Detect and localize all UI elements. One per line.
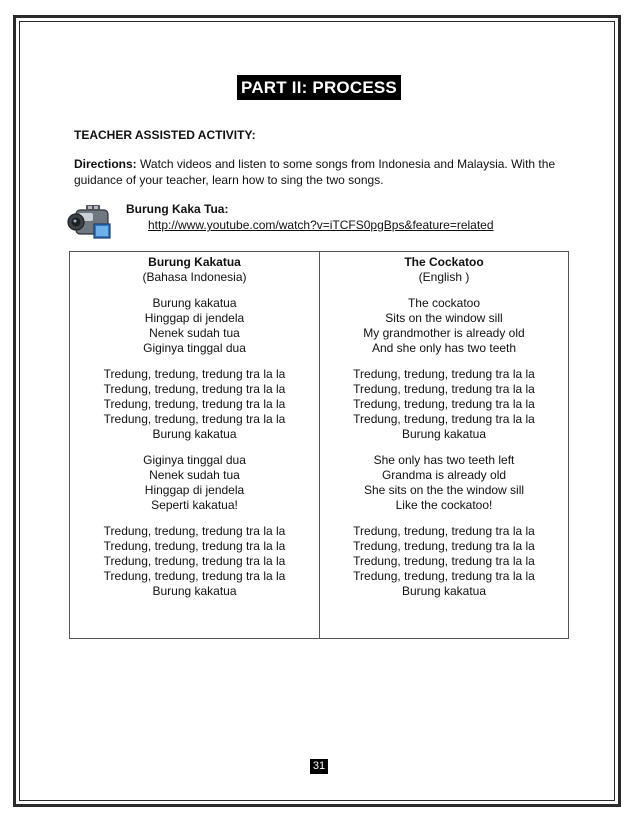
spacer bbox=[320, 513, 568, 524]
lyric-line: Tredung, tredung, tredung tra la la bbox=[353, 539, 535, 553]
left-column bbox=[70, 255, 319, 599]
directions-label: Directions: bbox=[74, 157, 137, 171]
spacer bbox=[70, 285, 319, 296]
lyric-line: Sits on the window sill bbox=[385, 311, 503, 325]
left-column-title: Burung Kakatua bbox=[148, 255, 241, 269]
lyric-line: My grandmother is already old bbox=[363, 326, 525, 340]
lyric-line: Tredung, tredung, tredung tra la la bbox=[103, 367, 286, 381]
right-column-subtitle: (English ) bbox=[418, 270, 470, 284]
lyric-line: Tredung, tredung, tredung tra la la bbox=[353, 412, 535, 426]
lyric-line: Tredung, tredung, tredung tra la la bbox=[103, 412, 286, 426]
spacer bbox=[70, 513, 319, 524]
lyric-line: Tredung, tredung, tredung tra la la bbox=[353, 569, 535, 583]
lyric-line: Tredung, tredung, tredung tra la la bbox=[353, 554, 535, 568]
title-wrap bbox=[0, 75, 638, 100]
lyric-line: The cockatoo bbox=[407, 296, 481, 310]
lyric-line: Burung kakatua bbox=[401, 427, 487, 441]
lyric-line: Seperti kakatua! bbox=[151, 498, 238, 512]
lyric-line: Hinggap di jendela bbox=[144, 483, 245, 497]
lyric-line: Giginya tinggal dua bbox=[143, 453, 246, 467]
lyric-line: Tredung, tredung, tredung tra la la bbox=[103, 554, 286, 568]
lyric-line: Burung kakatua bbox=[152, 427, 237, 441]
spacer bbox=[70, 442, 319, 453]
lyric-line: Burung kakatua bbox=[401, 584, 487, 598]
directions bbox=[74, 156, 574, 188]
page-title: PART II: PROCESS bbox=[237, 75, 401, 100]
lyric-line: Tredung, tredung, tredung tra la la bbox=[353, 382, 535, 396]
lyric-line: Tredung, tredung, tredung tra la la bbox=[103, 539, 286, 553]
song-title: Burung Kaka Tua: bbox=[126, 202, 229, 216]
lyric-line: Giginya tinggal dua bbox=[143, 341, 246, 355]
lyric-line: Tredung, tredung, tredung tra la la bbox=[103, 397, 286, 411]
spacer bbox=[70, 356, 319, 367]
lyric-line: Burung kakatua bbox=[152, 584, 237, 598]
right-column bbox=[320, 255, 568, 599]
spacer bbox=[320, 442, 568, 453]
lyric-line: Tredung, tredung, tredung tra la la bbox=[103, 569, 286, 583]
lyric-line: Tredung, tredung, tredung tra la la bbox=[353, 397, 535, 411]
activity-heading: TEACHER ASSISTED ACTIVITY: bbox=[74, 128, 256, 142]
lyric-line: Tredung, tredung, tredung tra la la bbox=[353, 367, 535, 381]
page-number: 31 bbox=[310, 759, 328, 774]
directions-text: Watch videos and listen to some songs from Indonesia and Malaysia. With the guidance of your teacher, learn how to sing the two songs. bbox=[74, 157, 556, 187]
lyric-line: She sits on the the window sill bbox=[363, 483, 525, 497]
lyric-line: Tredung, tredung, tredung tra la la bbox=[103, 524, 286, 538]
lyric-line: Nenek sudah tua bbox=[149, 468, 240, 482]
lyric-line: Tredung, tredung, tredung tra la la bbox=[103, 382, 286, 396]
video-camera-icon bbox=[66, 200, 114, 244]
lyric-line: Like the cockatoo! bbox=[395, 498, 493, 512]
lyric-line: Hinggap di jendela bbox=[144, 311, 245, 325]
spacer bbox=[320, 285, 568, 296]
spacer bbox=[320, 356, 568, 367]
lyric-line: Tredung, tredung, tredung tra la la bbox=[353, 524, 535, 538]
lyric-line: Burung kakatua bbox=[152, 296, 237, 310]
right-column-title: The Cockatoo bbox=[404, 255, 484, 269]
lyric-line: She only has two teeth left bbox=[373, 453, 515, 467]
left-column-subtitle: (Bahasa Indonesia) bbox=[142, 270, 247, 284]
lyric-line: Grandma is already old bbox=[381, 468, 507, 482]
lyric-line: And she only has two teeth bbox=[371, 341, 517, 355]
lyric-line: Nenek sudah tua bbox=[149, 326, 240, 340]
youtube-link[interactable]: http://www.youtube.com/watch?v=iTCFS0pgBps&feature=related bbox=[148, 218, 494, 232]
lyrics-table bbox=[69, 251, 569, 639]
